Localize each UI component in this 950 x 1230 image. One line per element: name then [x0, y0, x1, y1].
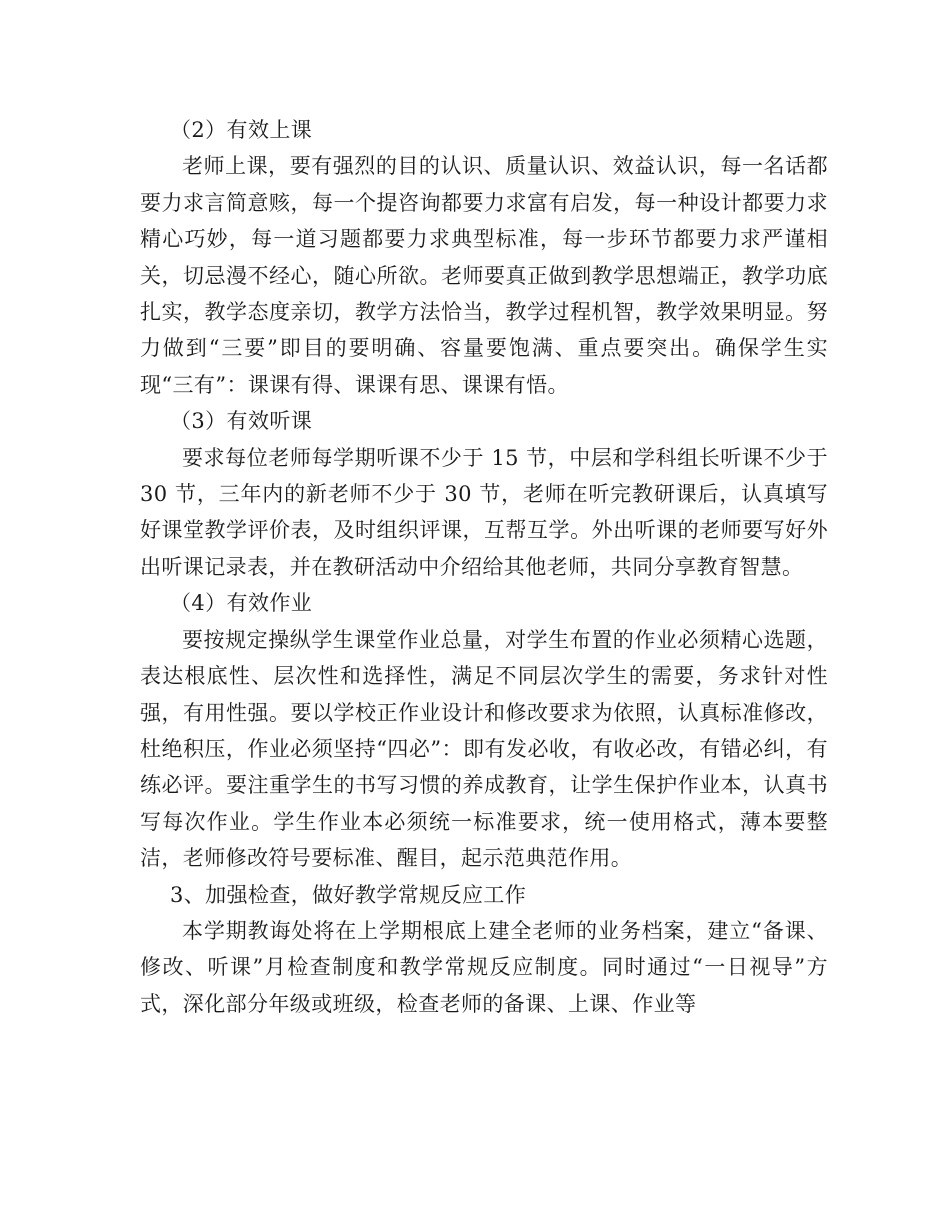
section-heading-effective-observation: （3）有效听课 — [170, 409, 313, 434]
section-heading-effective-teaching: （2）有效上课 — [170, 118, 313, 142]
section-paragraph-strengthen-inspection: 本学期教诲处将在上学期根底上建全老师的业务档案，建立“备课、修改、听课”月检查制度和教学常规反应制度。同时通过“一日视导”方式，深化部分年级或班级，检查老师的备课、上课、作业等 — [140, 918, 828, 1016]
section-heading-strengthen-inspection: 3、加强检查，做好教学常规反应工作 — [170, 882, 527, 907]
section-paragraph-effective-homework: 要按规定操纵学生课堂作业总量，对学生布置的作业必须精心选题，表达根底性、层次性和选择性，满足不同层次学生的需要，务求针对性强，有用性强。要以学校正作业设计和修改要求为依照，认真标准修改，杜绝积压，作业必须坚持“四必”：即有发必收，有收必改，有错必纠，有练必评。要注重学生的书写习惯的养成教育，让学生保护作业本，认真书写每次作业。学生作业本必须统一标准要求，统一使用格式，薄本要整洁，老师修改符号要标准、醒目，起示范典范作用。 — [140, 627, 828, 871]
section-heading-effective-homework: （4）有效作业 — [170, 591, 313, 616]
document-page — [140, 112, 828, 1022]
section-paragraph-effective-observation: 要求每位老师每学期听课不少于 15 节，中层和学科组长听课不少于 30 节，三年内的新老师不少于 30 节，老师在听完教研课后，认真填写好课堂教学评价表，及时组织评课，互帮互学。外出听课的老师要写好外出听课记录表，并在教研活动中介绍给其他老师，共同分享教育智慧。 — [140, 445, 828, 579]
section-paragraph-effective-teaching: 老师上课，要有强烈的目的认识、质量认识、效益认识，每一名话都要力求言简意赅，每一个提咨询都要力求富有启发，每一种设计都要力求精心巧妙，每一道习题都要力求典型标准，每一步环节都要力求严谨相关，切忌漫不经心，随心所欲。老师要真正做到教学思想端正，教学功底扎实，教学态度亲切，教学方法恰当，教学过程机智，教学效果明显。努力做到“三要”即目的要明确、容量要饱满、重点要突出。确保学生实现“三有”：课课有得、课课有思、课课有悟。 — [140, 154, 828, 397]
